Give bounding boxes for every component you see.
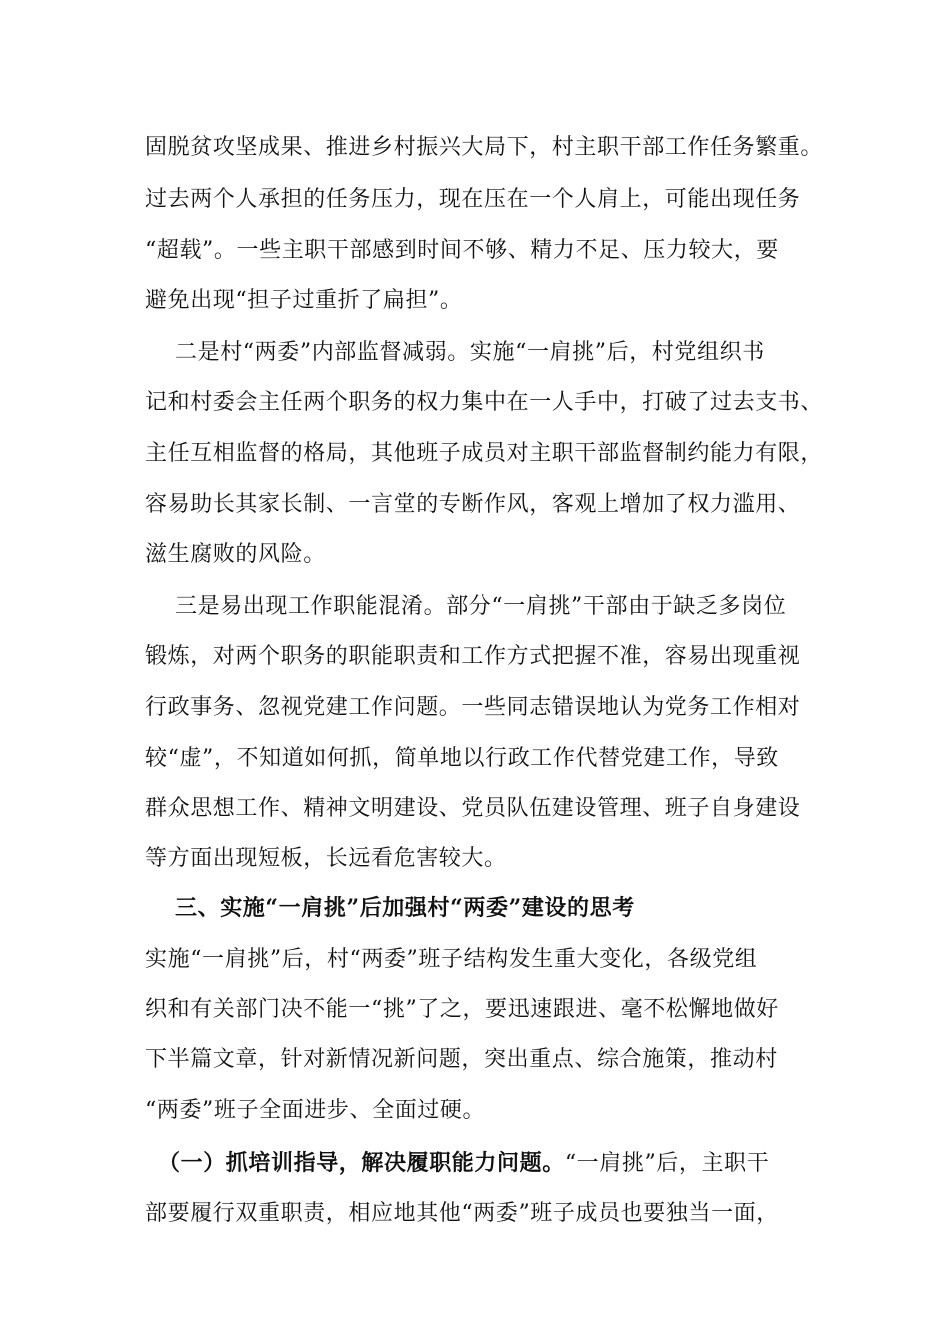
paragraph-line: 行政事务、忽视党建工作问题。一些同志错误地认为党务工作相对 <box>145 695 801 720</box>
paragraph-line: “超载”。一些主职干部感到时间不够、精力不足、压力较大，要 <box>145 238 779 263</box>
paragraph-line: 记和村委会主任两个职务的权力集中在一人手中，打破了过去支书、 <box>145 390 824 415</box>
subsection-line <box>158 1143 858 1183</box>
paragraph-line: 过去两个人承担的任务压力，现在压在一个人肩上，可能出现任务 <box>145 187 801 212</box>
paragraph-line: 避免出现“担子过重折了扁担”。 <box>145 288 463 313</box>
paragraph-line: 群众思想工作、精神文明建设、党员队伍建设管理、班子自身建设 <box>145 796 801 821</box>
paragraph-line: 二是村“两委”内部监督减弱。实施“一肩挑”后，村党组织书 <box>175 340 765 365</box>
paragraph-line: 下半篇文章，针对新情况新问题，突出重点、综合施策，推动村 <box>145 1047 778 1072</box>
paragraph-line: 三是易出现工作职能混淆。部分“一肩挑”干部由于缺乏多岗位 <box>175 594 787 619</box>
paragraph-line: 主任互相监督的格局，其他班子成员对主职干部监督制约能力有限， <box>145 441 824 466</box>
subsection-text: “一肩挑”后，主职干 <box>564 1151 770 1176</box>
paragraph-line: 固脱贫攻坚成果、推进乡村振兴大局下，村主职干部工作任务繁重。 <box>145 135 824 160</box>
section-heading: 三、实施“一肩挑”后加强村“两委”建设的思考 <box>175 895 635 921</box>
paragraph-line: “两委”班子全面进步、全面过硬。 <box>145 1098 486 1123</box>
paragraph-line: 等方面出现短板，长远看危害较大。 <box>145 846 507 871</box>
paragraph-line: 部要履行双重职责，相应地其他“两委”班子成员也要独当一面， <box>145 1201 779 1226</box>
paragraph-line: 实施“一肩挑”后，村“两委”班子结构发生重大变化，各级党组 <box>145 947 758 972</box>
subsection-lead: （一）抓培训指导，解决履职能力问题。 <box>158 1150 565 1176</box>
paragraph-line: 织和有关部门决不能一“挑”了之，要迅速跟进、毫不松懈地做好 <box>145 997 779 1022</box>
paragraph-line: 滋生腐败的风险。 <box>145 542 326 567</box>
paragraph-line: 较“虚”，不知道如何抓，简单地以行政工作代替党建工作，导致 <box>145 746 779 771</box>
paragraph-line: 锻炼，对两个职务的职能职责和工作方式把握不准，容易出现重视 <box>145 644 801 669</box>
paragraph-line: 容易助长其家长制、一言堂的专断作风，客观上增加了权力滥用、 <box>145 492 801 517</box>
